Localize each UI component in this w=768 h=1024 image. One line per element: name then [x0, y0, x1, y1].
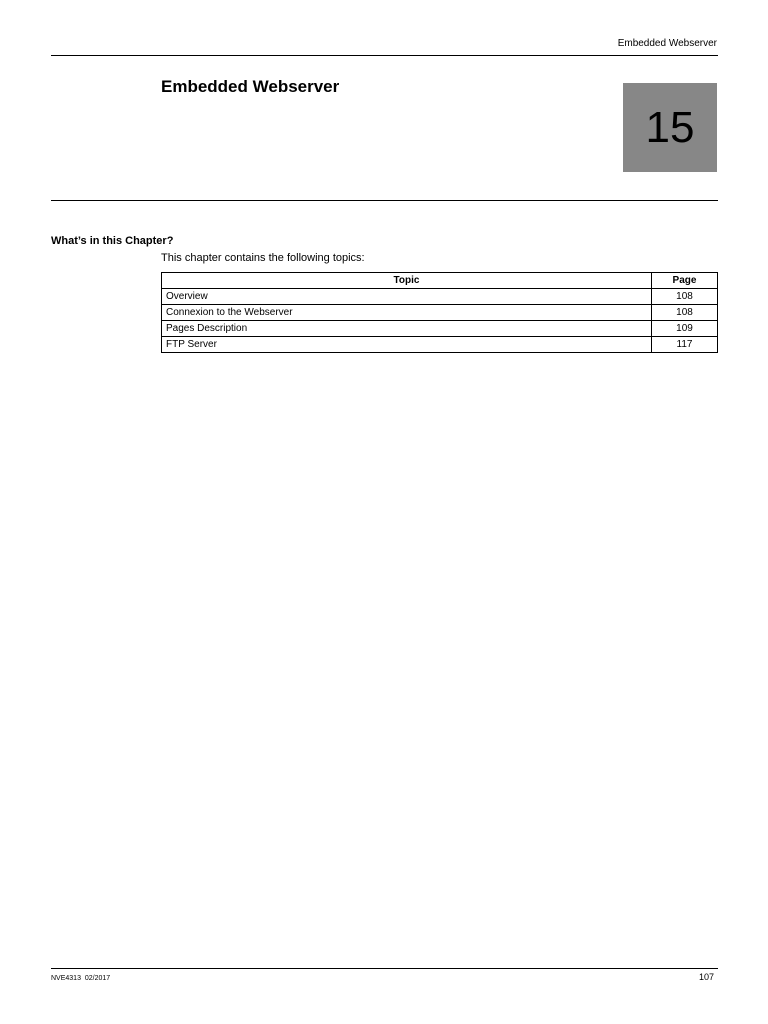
topic-cell: Connexion to the Webserver: [162, 305, 652, 321]
header-divider: [51, 55, 718, 56]
page-cell: 108: [652, 289, 718, 305]
chapter-divider: [51, 200, 718, 201]
running-header: Embedded Webserver: [617, 38, 717, 49]
table-row: [162, 321, 718, 337]
topic-cell: Pages Description: [162, 321, 652, 337]
page-cell: 117: [652, 337, 718, 353]
table-row: [162, 305, 718, 321]
footer-divider: [51, 968, 718, 969]
topic-cell: FTP Server: [162, 337, 652, 353]
topic-cell: Overview: [162, 289, 652, 305]
table-row: [162, 289, 718, 305]
chapter-number: 15: [645, 102, 695, 152]
chapter-number-box: [623, 83, 717, 172]
column-header-topic: Topic: [162, 273, 652, 289]
page-cell: 109: [652, 321, 718, 337]
footer-document-reference: NVE4313 02/2017: [51, 975, 111, 982]
table-row: [162, 337, 718, 353]
topics-table: [161, 272, 718, 353]
column-header-page: Page: [652, 273, 718, 289]
section-heading: What’s in this Chapter?: [51, 235, 174, 247]
footer-page-number: 107: [698, 972, 714, 982]
intro-text: This chapter contains the following topics:: [161, 252, 365, 264]
page-cell: 108: [652, 305, 718, 321]
table-header-row: [162, 273, 718, 289]
chapter-title: Embedded Webserver: [161, 77, 340, 96]
